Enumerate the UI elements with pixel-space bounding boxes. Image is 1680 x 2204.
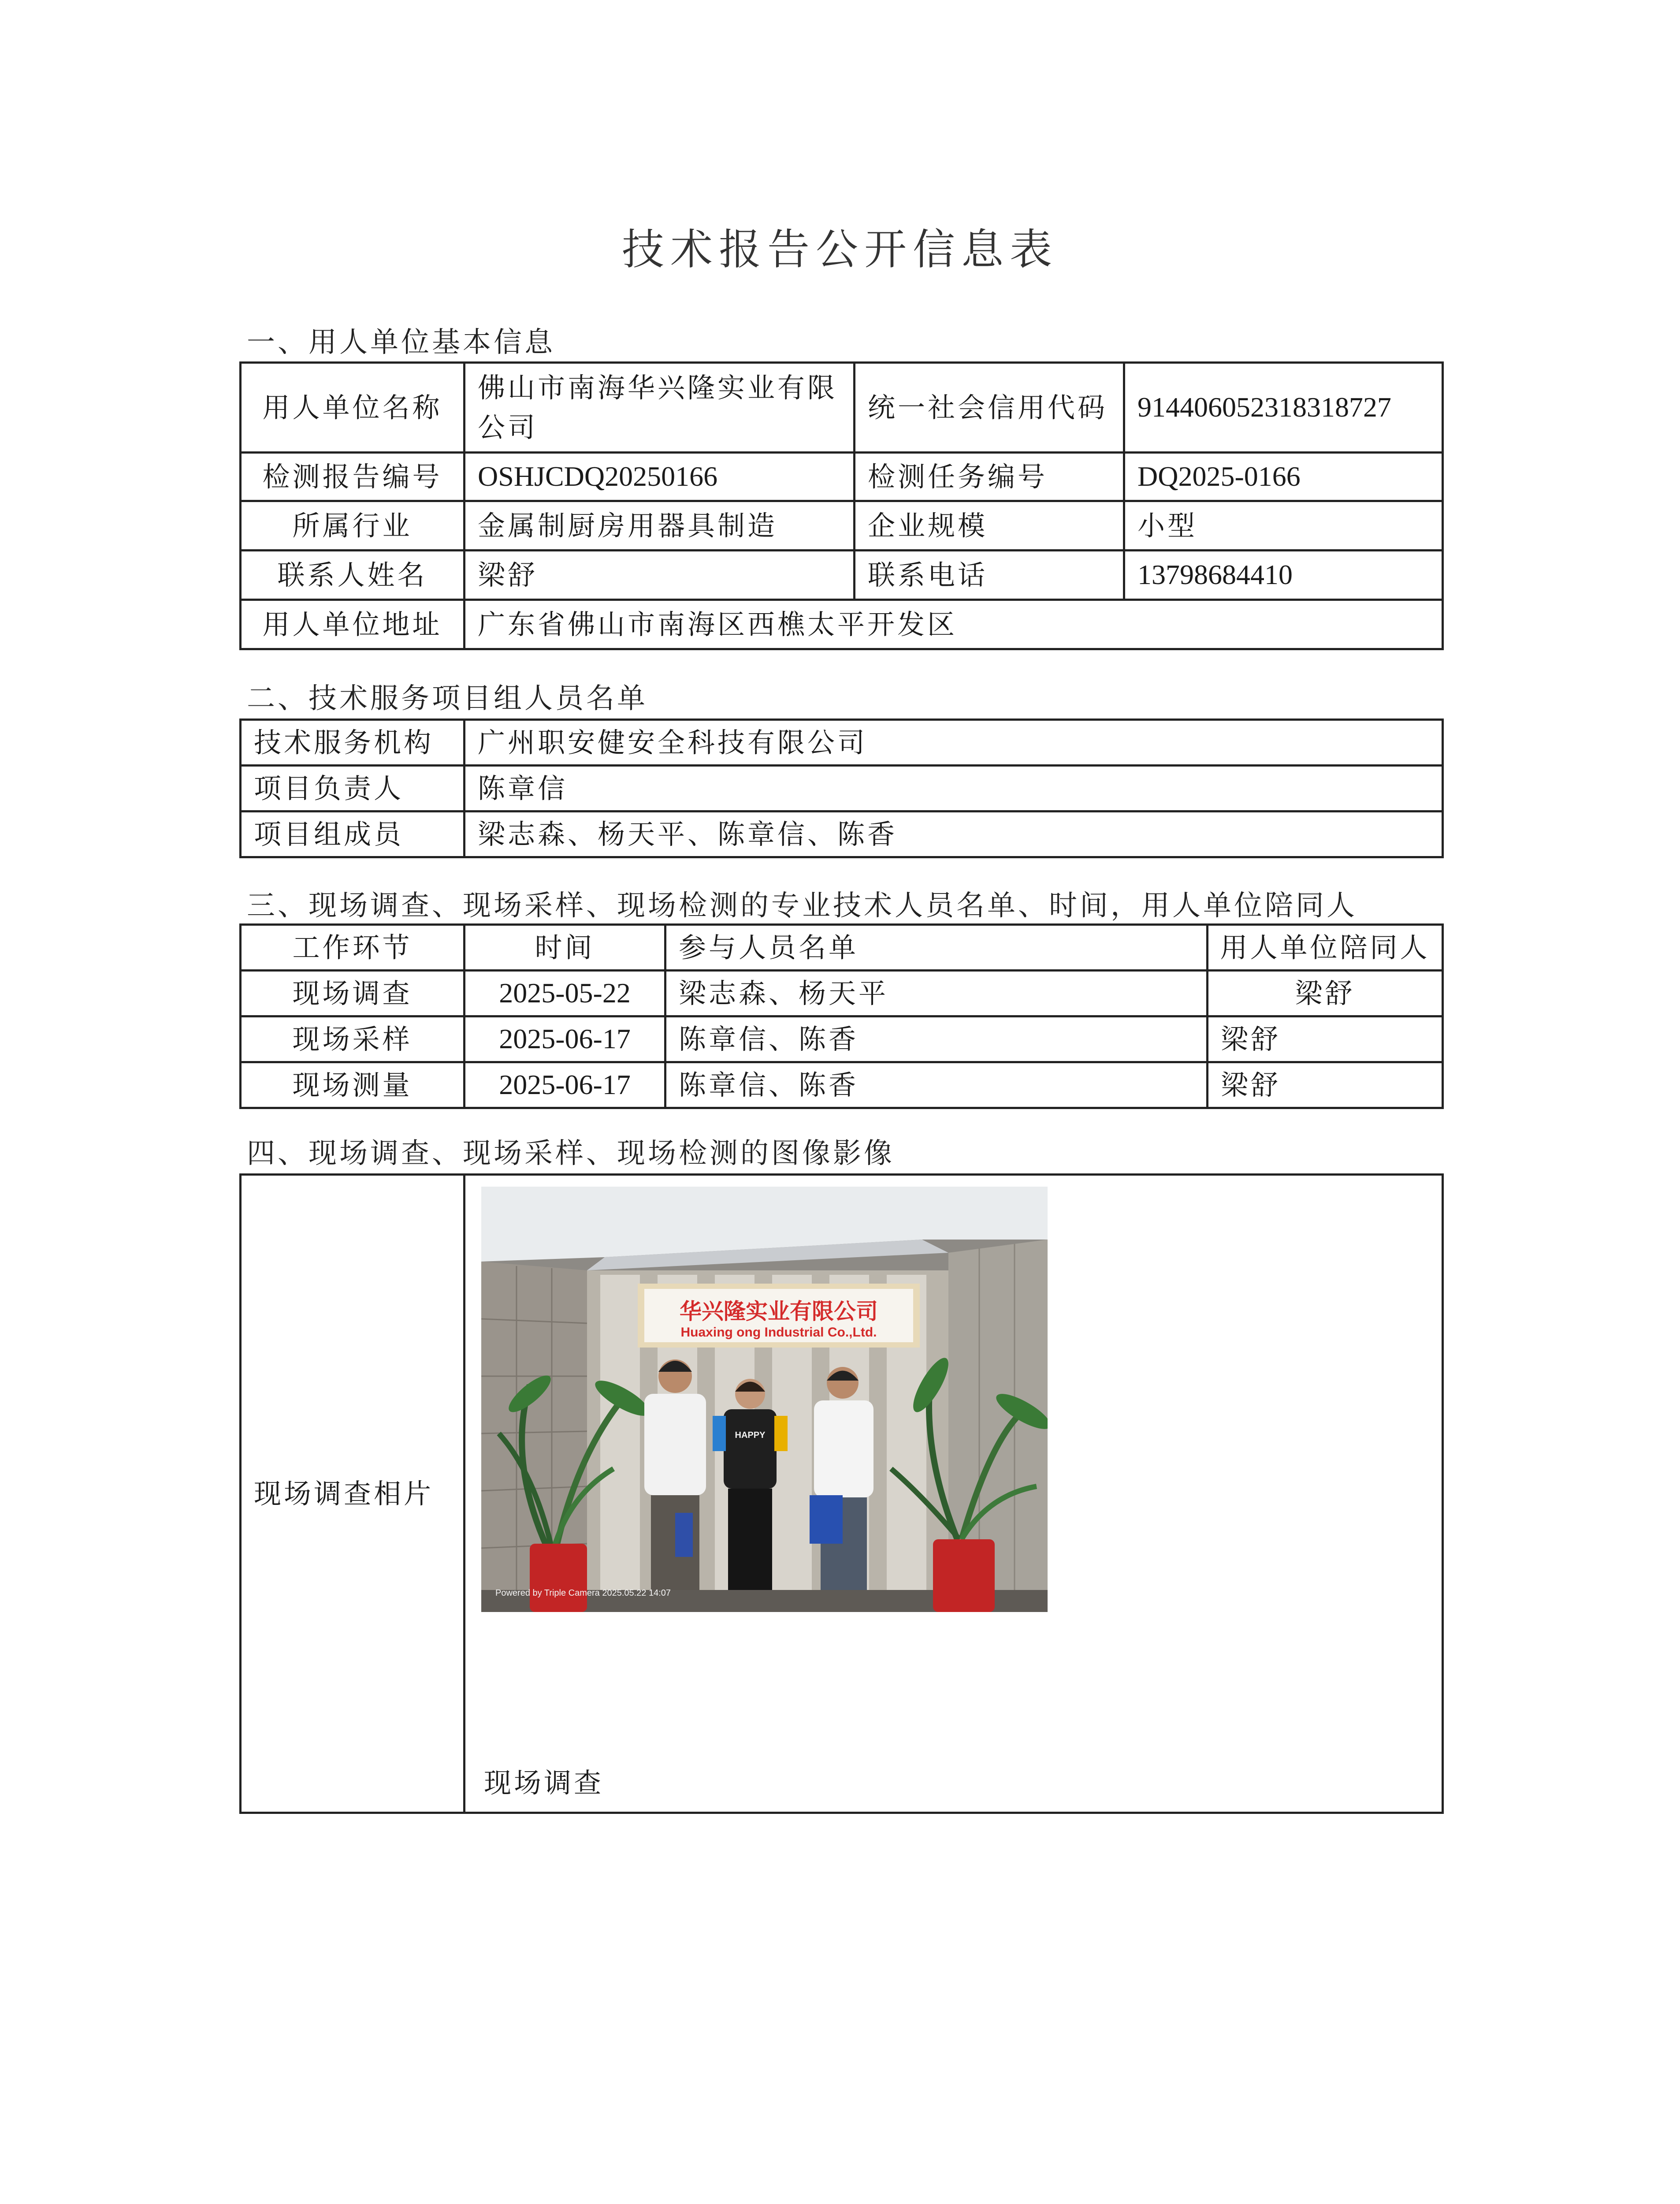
field-work-table [239,923,1444,1109]
time-cell: 2025-06-17 [465,1062,665,1108]
report-number-value: OSHJCDQ20250166 [465,453,855,501]
company-name-label: 用人单位名称 [241,363,465,453]
people-cell: 陈章信、陈香 [665,1016,1208,1062]
section-1-heading: 一、用人单位基本信息 [247,326,555,359]
table-row [241,971,1443,1016]
stage-cell: 现场采样 [241,1016,465,1062]
sign-chinese-text: 华兴隆实业有限公司 [680,1299,878,1324]
credit-code-label: 统一社会信用代码 [855,363,1124,453]
section-4-heading: 四、现场调查、现场采样、现场检测的图像影像 [247,1137,895,1170]
person-left [644,1359,706,1590]
stage-cell: 现场测量 [241,1062,465,1108]
stage-cell: 现场调查 [241,971,465,1016]
team-table [239,719,1444,858]
escort-cell: 梁舒 [1208,1062,1443,1108]
time-cell: 2025-05-22 [465,971,665,1016]
company-info-table [239,361,1444,650]
phone-value: 13798684410 [1124,551,1443,600]
industry-label: 所属行业 [241,501,465,551]
page-title: 技术报告公开信息表 [622,225,1058,274]
site-survey-photo [481,1187,1048,1612]
shirt-text: HAPPY [735,1430,766,1440]
team-members-label: 项目组成员 [241,812,465,857]
report-number-label: 检测报告编号 [241,453,465,501]
scale-value: 小型 [1124,501,1443,551]
image-table [239,1173,1444,1814]
header-people: 参与人员名单 [665,925,1208,971]
section-2-heading: 二、技术服务项目组人员名单 [247,682,648,715]
photo-cell [465,1175,1443,1813]
team-members-value: 梁志森、杨天平、陈章信、陈香 [465,812,1443,857]
escort-cell: 梁舒 [1208,1016,1443,1062]
contact-name-label: 联系人姓名 [241,551,465,600]
header-time: 时间 [465,925,665,971]
address-value: 广东省佛山市南海区西樵太平开发区 [465,600,1443,649]
table-row [241,1016,1443,1062]
photo-watermark: Powered by Triple Camera 2025.05.22 14:07 [495,1588,671,1598]
table-row [241,1062,1443,1108]
section-3-heading: 三、现场调查、现场采样、现场检测的专业技术人员名单、时间，用人单位陪同人 [247,890,1357,922]
contact-name-value: 梁舒 [465,551,855,600]
photo-label: 现场调查相片 [241,1175,465,1813]
photo-caption: 现场调查 [484,1767,604,1799]
phone-label: 联系电话 [855,551,1124,600]
scale-label: 企业规模 [855,501,1124,551]
company-name-value: 佛山市南海华兴隆实业有限公司 [465,363,855,453]
header-escort: 用人单位陪同人 [1208,925,1443,971]
people-cell: 陈章信、陈香 [665,1062,1208,1108]
escort-cell: 梁舒 [1208,971,1443,1016]
time-cell: 2025-06-17 [465,1016,665,1062]
credit-code-value: 914406052318318727 [1124,363,1443,453]
service-org-label: 技术服务机构 [241,720,465,766]
service-org-value: 广州职安健安全科技有限公司 [465,720,1443,766]
address-label: 用人单位地址 [241,600,465,649]
industry-value: 金属制厨房用器具制造 [465,501,855,551]
people-cell: 梁志森、杨天平 [665,971,1208,1016]
sign-english-text: Huaxing ong Industrial Co.,Ltd. [680,1325,877,1340]
task-number-label: 检测任务编号 [855,453,1124,501]
header-stage: 工作环节 [241,925,465,971]
task-number-value: DQ2025-0166 [1124,453,1443,501]
project-leader-label: 项目负责人 [241,766,465,812]
project-leader-value: 陈章信 [465,766,1443,812]
